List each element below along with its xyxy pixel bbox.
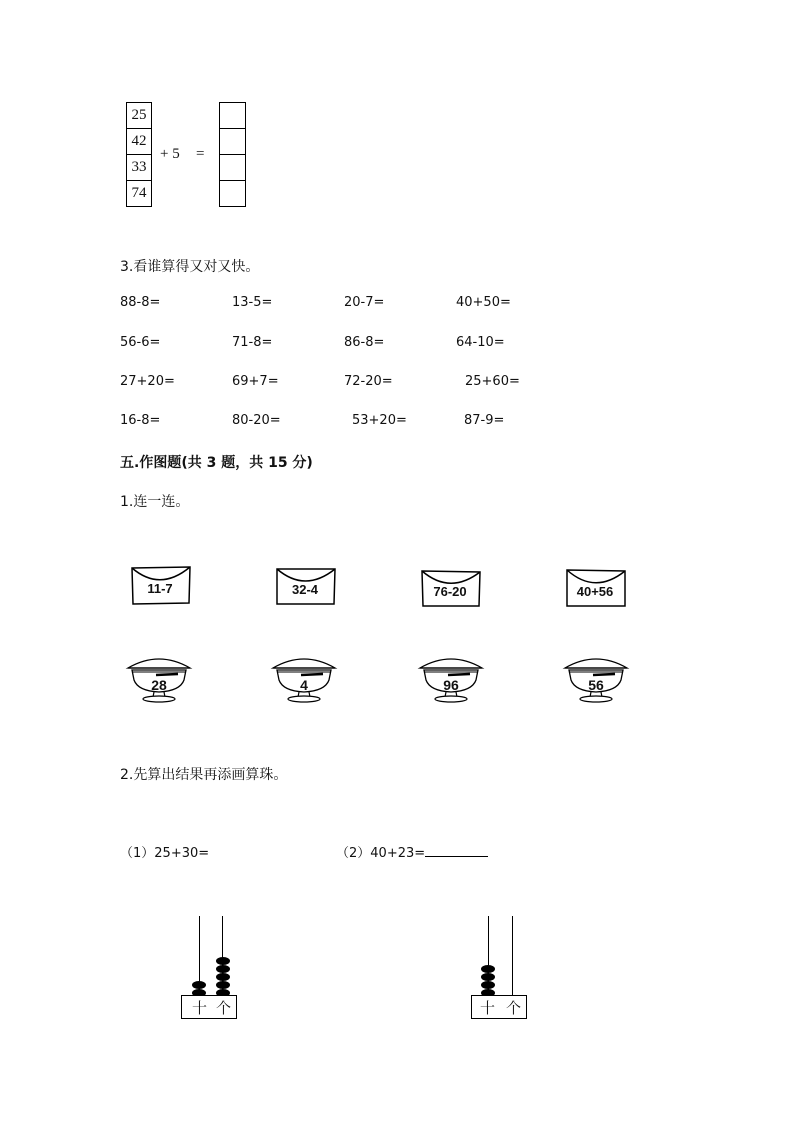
answer-box[interactable] [220, 155, 245, 181]
arithmetic-item: 20-7= [344, 295, 385, 310]
answer-box[interactable] [220, 181, 245, 206]
envelope-card[interactable] [420, 569, 480, 607]
abacus-base [471, 995, 527, 1019]
number-cell: 25 [127, 103, 151, 129]
arithmetic-item: 72-20= [344, 374, 393, 389]
arithmetic-item: 86-8= [344, 335, 385, 350]
bead [216, 981, 230, 989]
pot-label: 28 [151, 677, 167, 693]
arithmetic-item: 64-10= [456, 335, 505, 350]
arithmetic-item: 13-5= [232, 295, 273, 310]
operator-text: + 5 [160, 146, 180, 162]
arithmetic-item: 56-6= [120, 335, 161, 350]
pot-card[interactable] [416, 656, 486, 706]
arithmetic-item: 16-8= [120, 413, 161, 428]
pot-card[interactable] [269, 656, 339, 706]
arithmetic-item: 69+7= [232, 374, 279, 389]
envelope-label: 32-4 [291, 582, 319, 597]
envelope-label: 11-7 [147, 581, 173, 596]
arithmetic-item: 40+50= [456, 295, 511, 310]
tens-label: 十 [480, 999, 496, 1017]
arithmetic-item: 71-8= [232, 335, 273, 350]
bead [481, 965, 495, 973]
arithmetic-item: 87-9= [464, 413, 505, 428]
tens-beads [481, 965, 495, 997]
arithmetic-item: 25+60= [465, 374, 520, 389]
pot-label: 4 [300, 677, 308, 693]
sub-question: （1）25+30= [120, 846, 210, 861]
bead [216, 957, 230, 965]
sub-question: （2）40+23= [336, 846, 426, 861]
section-heading: 五.作图题(共 3 题，共 15 分) [120, 455, 313, 471]
number-cell: 42 [127, 129, 151, 155]
arithmetic-item: 88-8= [120, 295, 161, 310]
ones-rod[interactable] [512, 916, 513, 997]
abacus [181, 916, 237, 1020]
question-title: 1.连一连。 [120, 494, 190, 510]
ones-label: 个 [216, 999, 232, 1017]
answer-box[interactable] [220, 103, 245, 129]
question-title: 2.先算出结果再添画算珠。 [120, 767, 288, 783]
equals-sign: = [196, 146, 205, 162]
answer-column [219, 102, 246, 207]
tens-label: 十 [192, 999, 208, 1017]
bead [216, 965, 230, 973]
bead [481, 981, 495, 989]
arithmetic-item: 80-20= [232, 413, 281, 428]
envelope-label: 76-20 [433, 584, 467, 599]
ones-label: 个 [506, 999, 522, 1017]
pot-label: 96 [443, 677, 459, 693]
envelope-card[interactable] [130, 566, 190, 604]
bead [216, 973, 230, 981]
pot-label: 56 [588, 677, 604, 693]
abacus-base [181, 995, 237, 1019]
abacus [471, 916, 527, 1020]
pot-card[interactable] [561, 656, 631, 706]
envelope-card[interactable] [275, 567, 335, 605]
number-cell: 33 [127, 155, 151, 181]
question-title: 3.看谁算得又对又快。 [120, 259, 260, 275]
envelope-card[interactable] [565, 569, 625, 607]
pot-card[interactable] [124, 656, 194, 706]
answer-blank[interactable] [425, 856, 488, 857]
answer-box[interactable] [220, 129, 245, 155]
number-cell: 74 [131, 185, 147, 201]
arithmetic-item: 27+20= [120, 374, 175, 389]
envelope-label: 40+56 [576, 584, 614, 599]
ones-beads [216, 957, 230, 997]
arithmetic-item: 53+20= [352, 413, 407, 428]
number-column [126, 102, 152, 207]
bead [192, 981, 206, 989]
bead [481, 973, 495, 981]
